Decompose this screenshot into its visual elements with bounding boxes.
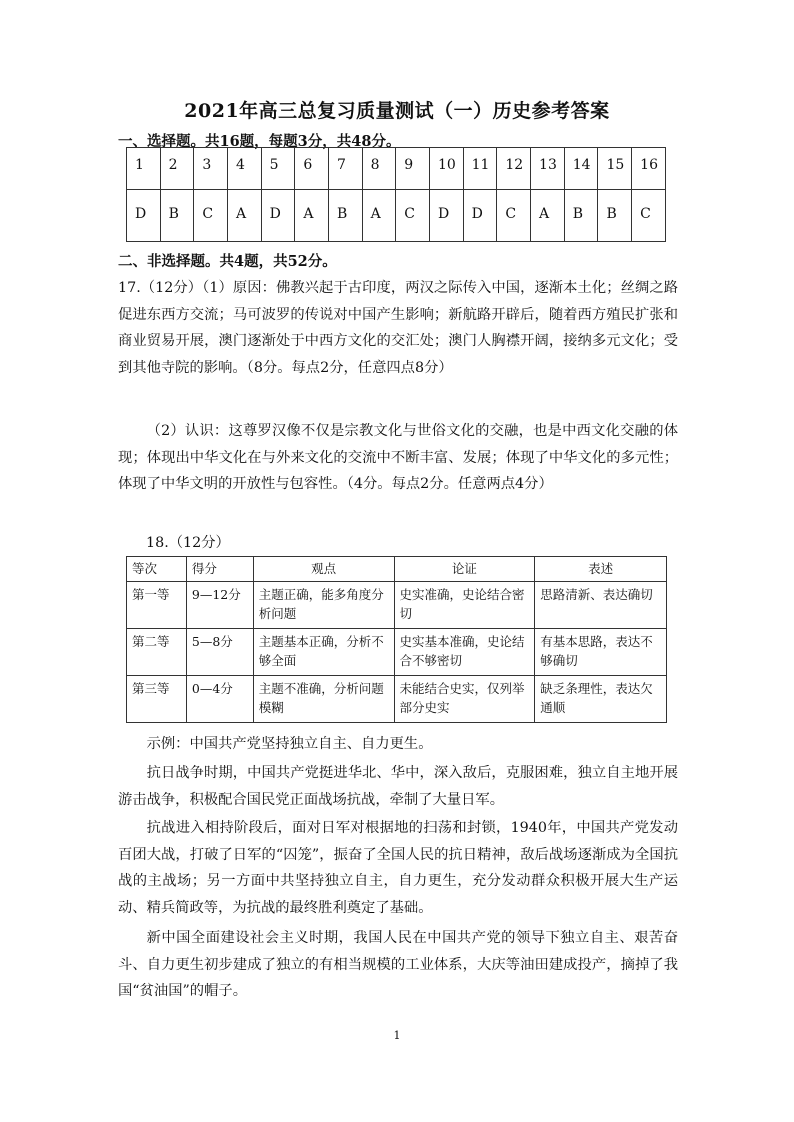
q18-heading: 18.（12分） bbox=[146, 535, 230, 551]
question-number: 5 bbox=[261, 148, 295, 190]
answer-letter: B bbox=[564, 190, 598, 242]
answer-letter: A bbox=[227, 190, 261, 242]
answer-letter: C bbox=[632, 190, 666, 242]
rubric-cell: 思路清新、表达确切 bbox=[535, 582, 667, 629]
rubric-cell: 主题正确，能多角度分析问题 bbox=[253, 582, 394, 629]
question-number: 8 bbox=[362, 148, 396, 190]
rubric-cell: 史实基本准确，史论结合不够密切 bbox=[394, 629, 535, 676]
answer-letter: C bbox=[194, 190, 228, 242]
question-number: 6 bbox=[295, 148, 329, 190]
answer-letter: D bbox=[429, 190, 463, 242]
answer-letter: A bbox=[295, 190, 329, 242]
grading-rubric-table bbox=[126, 556, 667, 723]
rubric-cell: 0—4分 bbox=[186, 676, 253, 723]
page-number: 1 bbox=[393, 1029, 401, 1042]
question-number: 2 bbox=[160, 148, 194, 190]
question-number: 9 bbox=[396, 148, 430, 190]
section2-heading: 二、非选择题。共4题，共52分。 bbox=[118, 253, 337, 270]
rubric-cell: 5—8分 bbox=[186, 629, 253, 676]
q18-paragraph-2: 抗战进入相持阶段后，面对日军对根据地的扫荡和封锁，1940年，中国共产党发动百团大战，打破了日军的“囚笼”，振奋了全国人民的抗日精神，敌后战场逐渐成为全国抗战的主战场；另一方面中共坚持独立自主，自力更生，充分发动群众积极开展大生产运动、精兵简政等，为抗战的最终胜利奠定了基础。 bbox=[118, 820, 678, 916]
answer-letter: C bbox=[497, 190, 531, 242]
rubric-header: 等次 bbox=[127, 557, 187, 582]
question-number: 13 bbox=[531, 148, 565, 190]
answer-letter: D bbox=[127, 190, 161, 242]
rubric-cell: 第三等 bbox=[127, 676, 187, 723]
q18-paragraph-3: 新中国全面建设社会主义时期，我国人民在中国共产党的领导下独立自主、艰苦奋斗、自力更生初步建成了独立的有相当规模的工业体系，大庆等油田建成投产，摘掉了我国“贫油国”的帽子。 bbox=[118, 930, 678, 999]
answer-letter: D bbox=[261, 190, 295, 242]
rubric-cell: 9—12分 bbox=[186, 582, 253, 629]
rubric-cell: 主题基本正确，分析不够全面 bbox=[253, 629, 394, 676]
rubric-header: 得分 bbox=[186, 557, 253, 582]
question-number: 7 bbox=[328, 148, 362, 190]
rubric-row bbox=[127, 676, 667, 723]
answer-letter: A bbox=[362, 190, 396, 242]
rubric-cell: 第一等 bbox=[127, 582, 187, 629]
answer-key-table bbox=[126, 147, 666, 242]
q18-paragraph-1: 抗日战争时期，中国共产党挺进华北、华中，深入敌后，克服困难，独立自主地开展游击战争，积极配合国民党正面战场抗战，牵制了大量日军。 bbox=[118, 765, 678, 808]
question-number: 12 bbox=[497, 148, 531, 190]
page-title: 2021年高三总复习质量测试（一）历史参考答案 bbox=[184, 100, 610, 122]
question-number: 4 bbox=[227, 148, 261, 190]
question-number: 3 bbox=[194, 148, 228, 190]
answer-letter: C bbox=[396, 190, 430, 242]
rubric-cell: 主题不准确，分析问题模糊 bbox=[253, 676, 394, 723]
rubric-cell: 第二等 bbox=[127, 629, 187, 676]
rubric-cell: 有基本思路，表达不够确切 bbox=[535, 629, 667, 676]
q17-part2: （2）认识：这尊罗汉像不仅是宗教文化与世俗文化的交融，也是中西文化交融的体现；体现出中华文化在与外来文化的交流中不断丰富、发展；体现了中华文化的多元性；体现了中华文明的开放性与包容性。（4分。每点2分。任意两点4分） bbox=[118, 423, 678, 492]
answer-letter: B bbox=[160, 190, 194, 242]
question-number: 14 bbox=[564, 148, 598, 190]
answer-letter: A bbox=[531, 190, 565, 242]
rubric-cell: 未能结合史实，仅列举部分史实 bbox=[394, 676, 535, 723]
answer-letter: D bbox=[463, 190, 497, 242]
rubric-header: 表述 bbox=[535, 557, 667, 582]
rubric-row bbox=[127, 582, 667, 629]
answer-letter-row bbox=[127, 190, 666, 242]
answer-letter: B bbox=[598, 190, 632, 242]
rubric-cell: 缺乏条理性，表达欠通顺 bbox=[535, 676, 667, 723]
rubric-cell: 史实准确，史论结合密切 bbox=[394, 582, 535, 629]
question-number-row bbox=[127, 148, 666, 190]
answer-letter: B bbox=[328, 190, 362, 242]
q18-example: 示例：中国共产党坚持独立自主、自力更生。 bbox=[146, 736, 433, 752]
rubric-header-row bbox=[127, 557, 667, 582]
question-number: 16 bbox=[632, 148, 666, 190]
rubric-header: 观点 bbox=[253, 557, 394, 582]
section1-heading: 一、选择题。共16题，每题3分，共48分。 bbox=[118, 133, 401, 150]
question-number: 11 bbox=[463, 148, 497, 190]
question-number: 15 bbox=[598, 148, 632, 190]
rubric-header: 论证 bbox=[394, 557, 535, 582]
question-number: 10 bbox=[429, 148, 463, 190]
rubric-row bbox=[127, 629, 667, 676]
question-number: 1 bbox=[127, 148, 161, 190]
q17-part1: 17.（12分）（1）原因：佛教兴起于古印度，两汉之际传入中国，逐渐本土化；丝绸之路促进东西方交流；马可波罗的传说对中国产生影响；新航路开辟后，随着西方殖民扩张和商业贸易开展，澳门逐渐处于中西方文化的交汇处；澳门人胸襟开阔，接纳多元文化；受到其他寺院的影响。（8分。每点2分，任意四点8分） bbox=[118, 280, 678, 376]
